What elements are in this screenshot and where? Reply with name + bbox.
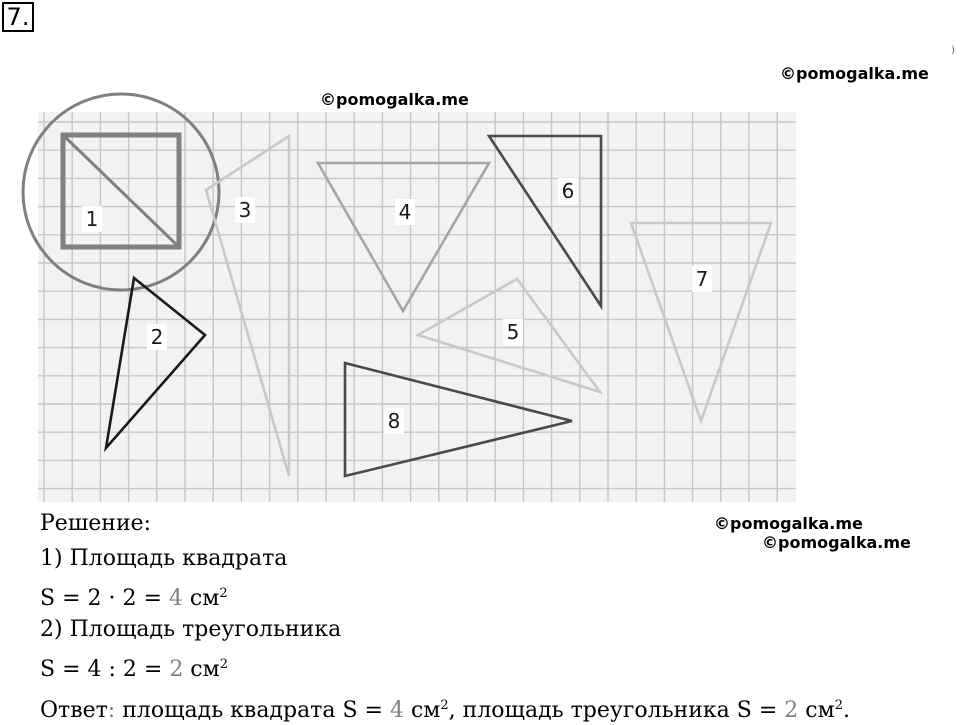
corner-mark: ) [951,45,955,56]
unit-text: см [182,586,220,611]
step1-title: 1) Площадь квадрата [40,546,288,571]
shape-label: 3 [238,198,252,222]
unit-power: 2 [834,698,843,713]
shape-label: 7 [695,267,709,291]
answer-end: . [842,698,850,723]
formula-text: S = 4 : 2 = [40,657,170,682]
shape-label: 6 [561,179,575,203]
watermark: ©pomogalka.me [714,514,863,533]
shape-label: 1 [85,207,99,231]
answer-text: , площадь треугольника S = [448,698,785,723]
answer-line [40,692,850,725]
answer-word: Ответ [40,698,108,723]
triangle-area-value: 2 [169,657,184,682]
grid-paper [38,112,796,502]
shape-label: 4 [398,200,412,224]
step1-formula [40,580,228,613]
answer-triangle-value: 2 [784,698,799,723]
step2-formula [40,651,228,684]
watermark: ©pomogalka.me [762,533,911,552]
unit-power: 2 [219,657,229,672]
unit-text: см [403,698,441,723]
watermark: ©pomogalka.me [320,90,469,109]
answer-colon: : [107,698,116,723]
task-number: 7. [2,2,34,32]
shape-label: 2 [150,325,164,349]
unit-text: см [183,657,220,682]
solution-heading: Решение: [40,511,152,536]
watermark: ©pomogalka.me [780,64,929,83]
shape-label: 5 [506,320,520,344]
unit-text: см [798,698,835,723]
step2-title: 2) Площадь треугольника [40,617,342,642]
grid-background [38,112,796,502]
shape-label: 8 [387,409,401,433]
answer-text: площадь квадрата S = [115,698,390,723]
unit-power: 2 [440,698,449,713]
unit-power: 2 [219,586,228,601]
formula-text: S = 2 · 2 = [40,586,169,611]
square-area-value: 4 [168,586,183,611]
answer-square-value: 4 [389,698,404,723]
